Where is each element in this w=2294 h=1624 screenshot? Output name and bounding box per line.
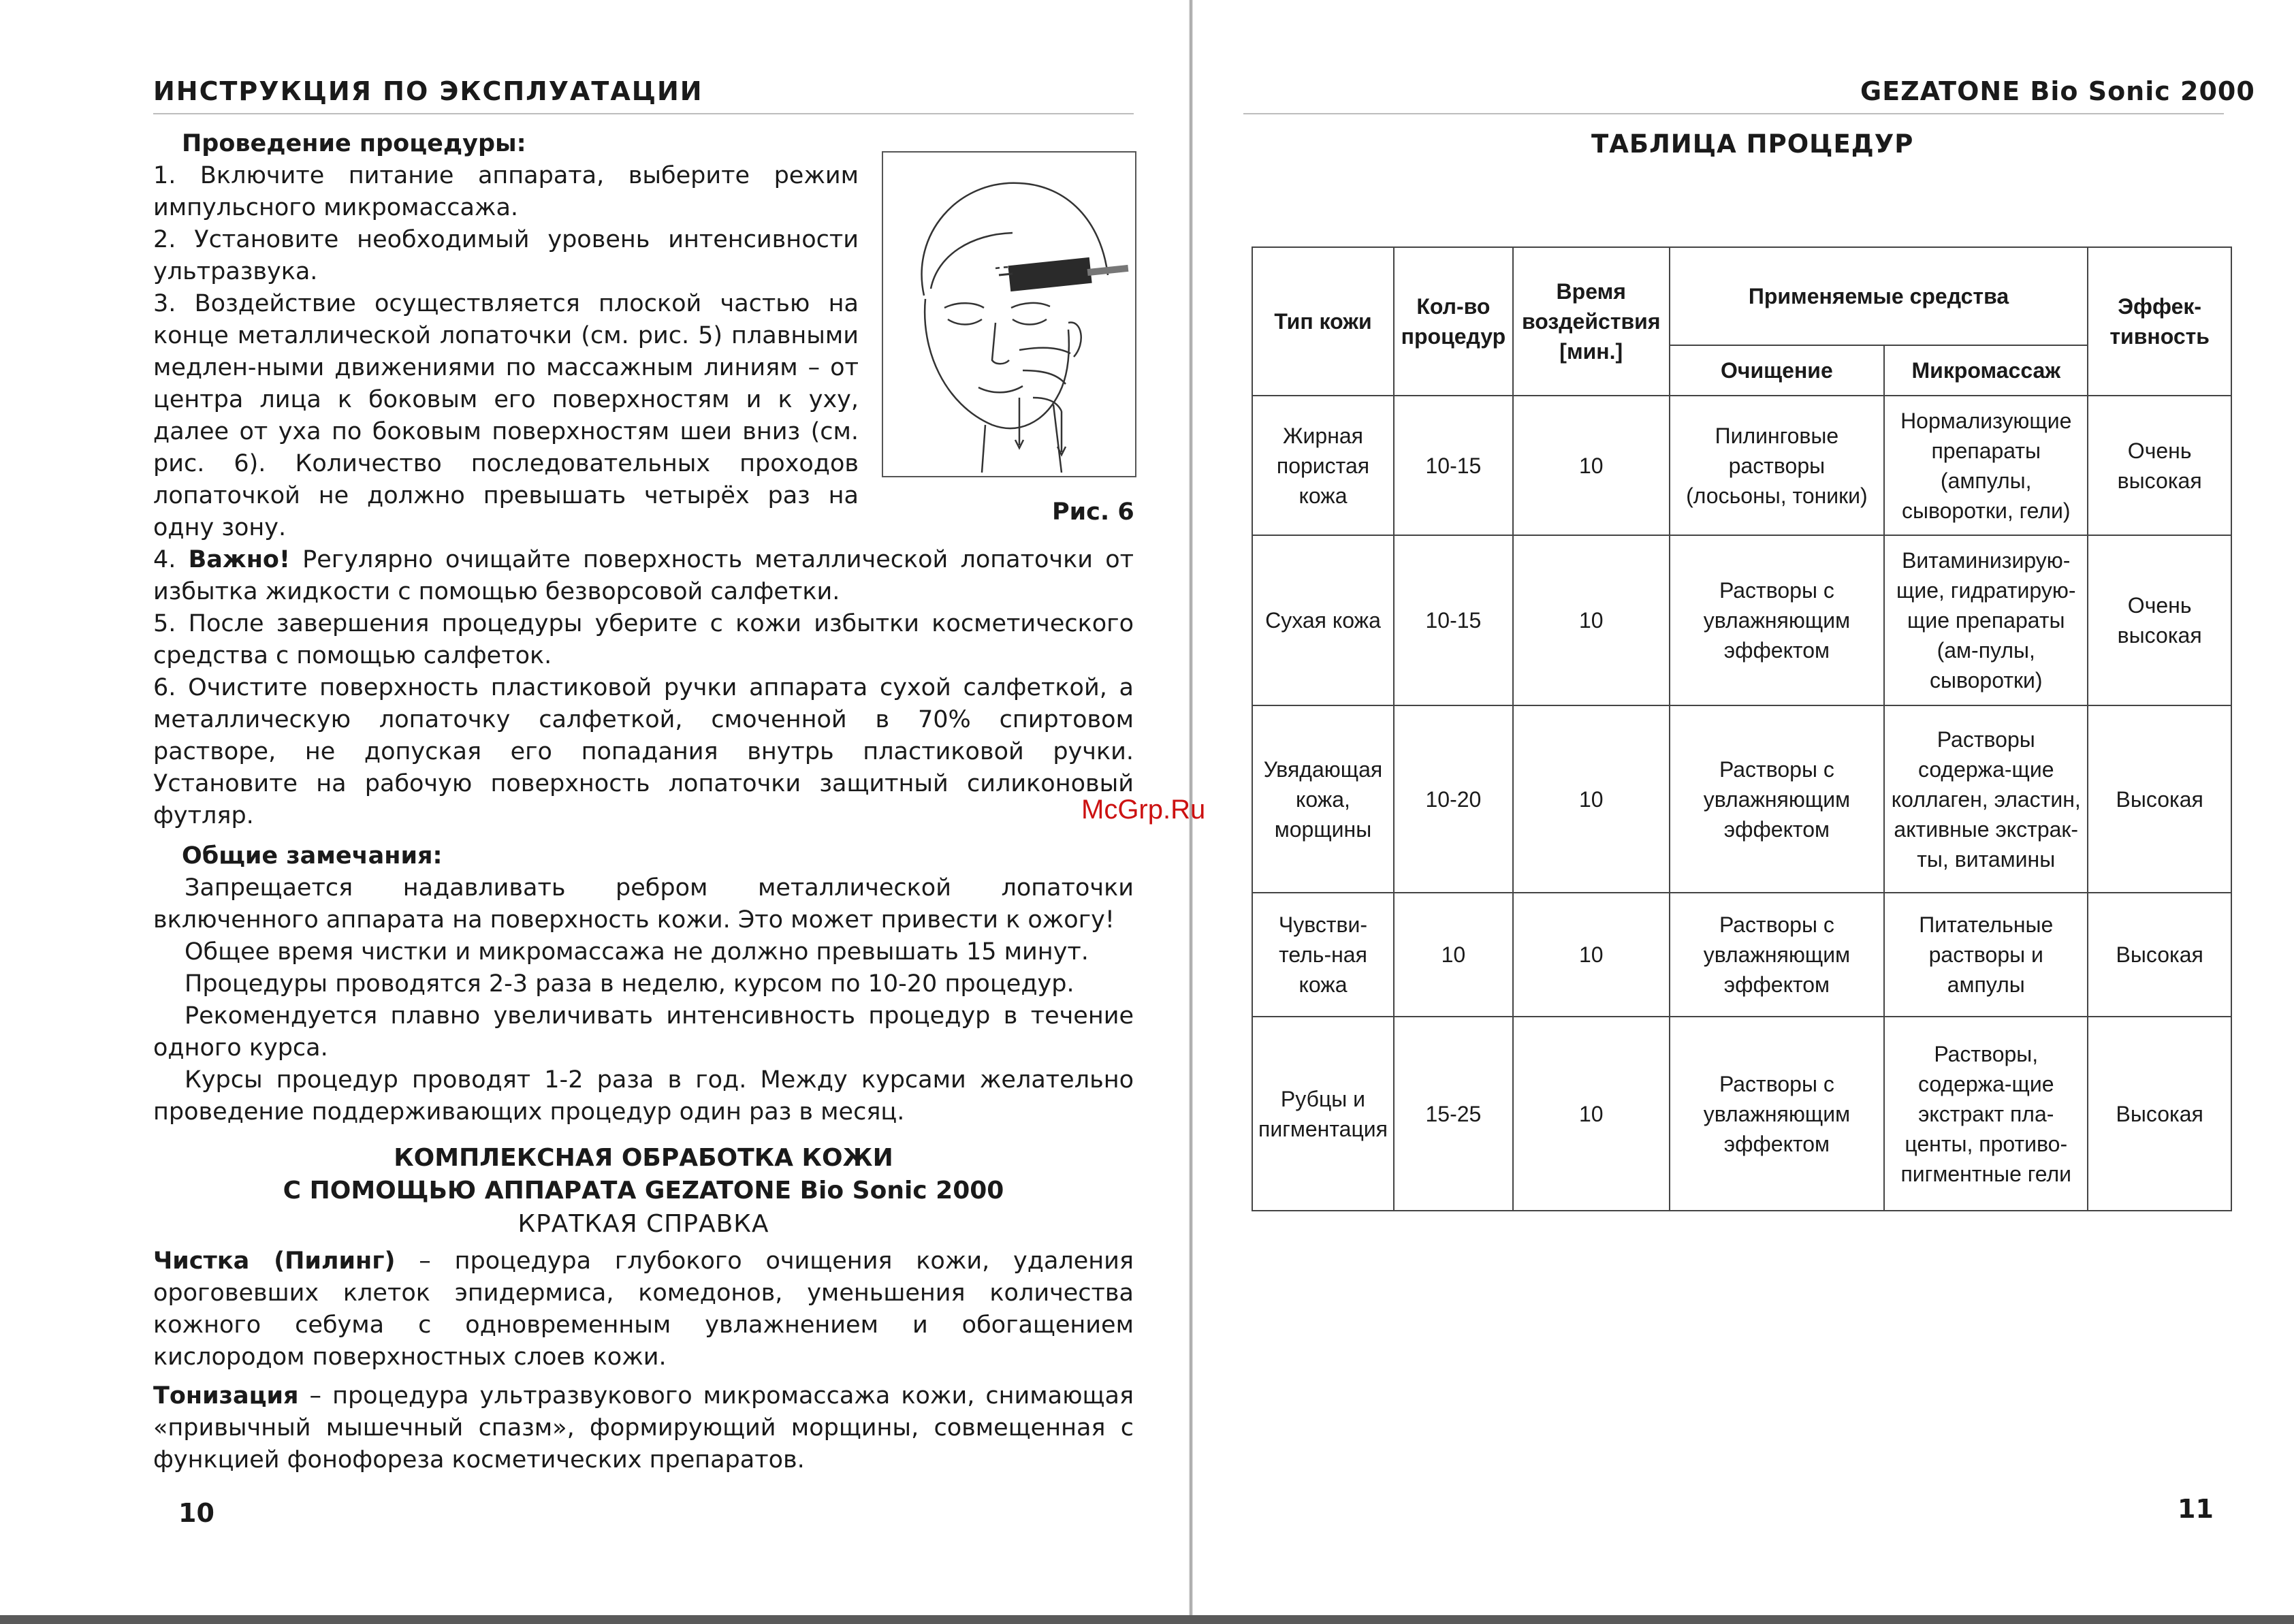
step-1: 1. Включите питание аппарата, выберите режим импульсного микромассажа. — [153, 162, 859, 221]
face-massage-illustration — [883, 153, 1135, 476]
toning-term: Тонизация — [153, 1382, 299, 1410]
header-efficiency: Эффек-тивность — [2088, 247, 2231, 396]
procedures-table — [1252, 246, 2232, 1211]
cell-cleansing: Растворы с увлажняющим эффектом — [1670, 705, 1885, 893]
cell-time: 10 — [1513, 705, 1670, 893]
left-page-number: 10 — [178, 1498, 214, 1528]
cell-time: 10 — [1513, 535, 1670, 705]
header-massage: Микромассаж — [1884, 345, 2088, 396]
cell-skin: Рубцы и пигментация — [1252, 1017, 1394, 1211]
peeling-term: Чистка (Пилинг) — [153, 1247, 396, 1275]
cell-massage: Растворы содержа-щие коллаген, эластин, активные экстрак-ты, витамины — [1884, 705, 2088, 893]
right-running-head: GEZATONE Bio Sonic 2000 — [1860, 76, 2255, 106]
cell-skin: Увядающая кожа, морщины — [1252, 705, 1394, 893]
left-header-rule — [153, 113, 1134, 114]
table-row — [1252, 893, 2231, 1017]
left-running-head: ИНСТРУКЦИЯ ПО ЭКСПЛУАТАЦИИ — [153, 76, 703, 106]
general-note-4: Рекомендуется плавно увеличивать интенсивность процедур в течение одного курса. — [153, 1002, 1134, 1062]
cell-efficiency: Высокая — [2088, 893, 2231, 1017]
cell-massage: Витаминизирую-щие, гидратирую-щие препараты (ам-пулы, сыворотки) — [1884, 535, 2088, 705]
general-note-1: Запрещается надавливать ребром металлической лопаточки включенного аппарата на поверхность кожи. Это может привести к ожогу! — [153, 874, 1134, 934]
cell-massage: Нормализующие препараты (ампулы, сыворотки, гели) — [1884, 396, 2088, 535]
table-header-row-1 — [1252, 247, 2231, 345]
cell-efficiency: Очень высокая — [2088, 535, 2231, 705]
watermark-link[interactable]: McGrp.Ru — [1081, 795, 1206, 825]
table-row — [1252, 1017, 2231, 1211]
complex-heading-line1: КОМПЛЕКСНАЯ ОБРАБОТКА КОЖИ — [394, 1144, 893, 1172]
step-4-important: Важно! — [188, 546, 290, 573]
cell-cleansing: Растворы с увлажняющим эффектом — [1670, 1017, 1885, 1211]
cell-count: 10-15 — [1394, 396, 1513, 535]
steps-1-3 — [153, 160, 859, 544]
table-title: ТАБЛИЦА ПРОЦЕДУР — [1591, 129, 1914, 159]
step-4: 4. Важно! Регулярно очищайте поверхность металлической лопаточки от избытка жидкости с помощью безворсовой салфетки. — [153, 546, 1134, 605]
cell-count: 10-15 — [1394, 535, 1513, 705]
cell-skin: Сухая кожа — [1252, 535, 1394, 705]
cell-massage: Растворы, содержа-щие экстракт пла-центы, противо-пигментные гели — [1884, 1017, 2088, 1211]
step-3: 3. Воздействие осуществляется плоской частью на конце металлической лопаточки (см. рис. 5) плавными медлен-ными движениями по массажным линиям – от центра лица к боковым его поверхностям и к уху, далее от уха по боковым поверхностям шеи вниз (см. рис. 6). Количество последовательных проходов лопаточкой не должно превышать четырёх раз на одну зону. — [153, 290, 859, 541]
general-heading: Общие замечания: — [182, 842, 443, 870]
figure-6-frame — [882, 151, 1136, 477]
cell-efficiency: Высокая — [2088, 705, 2231, 893]
procedure-heading: Проведение процедуры: — [182, 130, 526, 157]
cell-skin: Жирная пористая кожа — [1252, 396, 1394, 535]
complex-section-heading — [153, 1142, 1134, 1241]
step-2: 2. Установите необходимый уровень интенсивности ультразвука. — [153, 226, 859, 285]
scan-bottom-edge — [0, 1615, 2294, 1624]
step-5: 5. После завершения процедуры уберите с кожи избытки косметического средства с помощью салфеток. — [153, 610, 1134, 669]
cell-cleansing: Пилинговые растворы (лосьоны, тоники) — [1670, 396, 1885, 535]
header-time: Время воздействия [мин.] — [1513, 247, 1670, 396]
complex-heading-line2: С ПОМОЩЬЮ АППАРАТА GEZATONE Bio Sonic 2000 — [283, 1177, 1004, 1205]
cell-time: 10 — [1513, 893, 1670, 1017]
cell-cleansing: Растворы с увлажняющим эффектом — [1670, 893, 1885, 1017]
cell-efficiency: Очень высокая — [2088, 396, 2231, 535]
toning-definition: Тонизация – процедура ультразвукового микромассажа кожи, снимающая «привычный мышечный спазм», формирующий морщины, совмещенная с функцией фонофореза косметических препаратов. — [153, 1382, 1134, 1474]
header-skin-type: Тип кожи — [1252, 247, 1394, 396]
header-count: Кол-во процедур — [1394, 247, 1513, 396]
right-header-rule — [1243, 113, 2224, 114]
cell-cleansing: Растворы с увлажняющим эффектом — [1670, 535, 1885, 705]
figure-6-caption: Рис. 6 — [1052, 498, 1134, 526]
table-row — [1252, 396, 2231, 535]
general-note-3: Процедуры проводятся 2-3 раза в неделю, курсом по 10-20 процедур. — [185, 970, 1074, 998]
cell-time: 10 — [1513, 1017, 1670, 1211]
cell-skin: Чувстви-тель-ная кожа — [1252, 893, 1394, 1017]
cell-count: 15-25 — [1394, 1017, 1513, 1211]
header-cleansing: Очищение — [1670, 345, 1885, 396]
cell-time: 10 — [1513, 396, 1670, 535]
header-agents: Применяемые средства — [1670, 247, 2088, 345]
cell-massage: Питательные растворы и ампулы — [1884, 893, 2088, 1017]
right-page-number: 11 — [2178, 1494, 2214, 1524]
general-note-2: Общее время чистки и микромассажа не должно превышать 15 минут. — [185, 938, 1089, 966]
peeling-definition: Чистка (Пилинг) – процедура глубокого очищения кожи, удаления ороговевших клеток эпидермиса, комедонов, уменьшения количества кожного себума с одновременным увлажнением и обогащением кислородом поверхностных слоев кожи. — [153, 1247, 1134, 1371]
cell-count: 10-20 — [1394, 705, 1513, 893]
step-6: 6. Очистите поверхность пластиковой ручки аппарата сухой салфеткой, а металлическую лопаточку салфеткой, смоченной в 70% спиртовом растворе, не допуская его попадания внутрь пластиковой ручки. Установите на рабочую поверхность лопаточки защитный силиконовый футляр. — [153, 674, 1134, 829]
cell-count: 10 — [1394, 893, 1513, 1017]
table-row — [1252, 535, 2231, 705]
cell-efficiency: Высокая — [2088, 1017, 2231, 1211]
general-note-5: Курсы процедур проводят 1-2 раза в год. Между курсами желательно проведение поддерживающих процедур один раз в месяц. — [153, 1066, 1134, 1126]
table-row — [1252, 705, 2231, 893]
brief-heading: КРАТКАЯ СПРАВКА — [517, 1210, 769, 1238]
